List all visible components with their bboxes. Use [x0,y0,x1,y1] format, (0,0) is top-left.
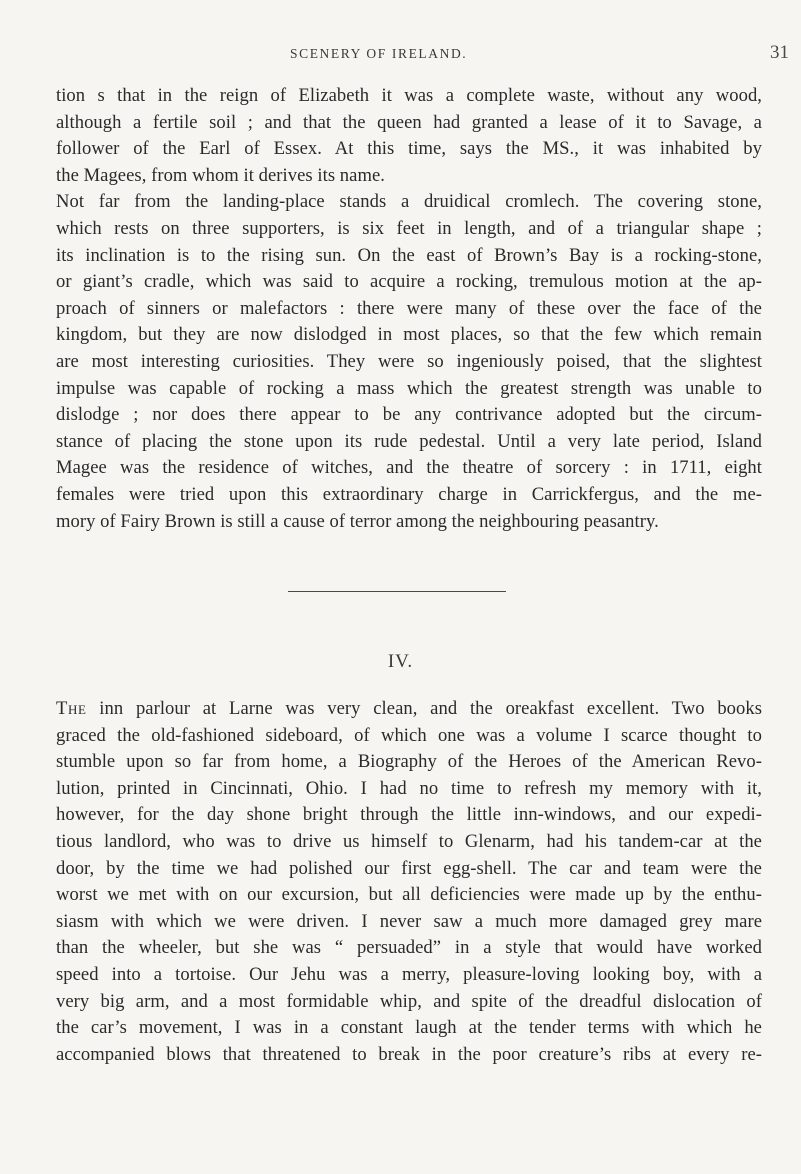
lower-text-block [56,696,762,1068]
page-number: 31 [770,42,789,63]
first-line-rest: inn parlour at Larne was very clean, and the oreakfast excellent. Two books [86,698,762,719]
text-line: worst we met with on our excursion, but all deficiencies were made up by the enthu- [56,884,762,906]
text-line: stumble upon so far from home, a Biography of the Heroes of the American Revo- [56,751,762,773]
text-line: impulse was capable of rocking a mass which the greatest strength was unable to [56,377,762,399]
text-line: dislodge ; nor does there appear to be any contrivance adopted but the circum- [56,404,762,426]
text-line: mory of Fairy Brown is still a cause of terror among the neighbouring peasantry. [56,510,659,532]
text-line: very big arm, and a most formidable whip, and spite of the dreadful dislocation of [56,990,762,1012]
text-line: are most interesting curiosities. They were so ingeniously poised, that the slightest [56,350,762,372]
text-line: follower of the Earl of Essex. At this time, says the MS., it was inhabited by [56,138,762,160]
running-title: SCENERY OF IRELAND. [290,46,468,61]
text-line: stance of placing the stone upon its rude pedestal. Until a very late period, Island [56,430,762,452]
text-line: females were tried upon this extraordinary charge in Carrickfergus, and the me- [56,483,762,505]
text-line: graced the old-fashioned sideboard, of which one was a volume I scarce thought to [56,724,762,746]
text-line: lution, printed in Cincinnati, Ohio. I had no time to refresh my memory with it, [56,777,762,799]
text-line: or giant’s cradle, which was said to acquire a rocking, tremulous motion at the ap- [56,271,762,293]
text-line: speed into a tortoise. Our Jehu was a merry, pleasure-loving looking boy, with a [56,963,762,985]
text-line: although a fertile soil ; and that the queen had granted a lease of it to Savage, a [56,111,762,133]
text-line: proach of sinners or malefactors : there were many of these over the face of the [56,297,762,319]
paragraph-2 [56,189,762,535]
text-line: tious landlord, who was to drive us himself to Glenarm, had his tandem-car at the [56,830,762,852]
text-line: its inclination is to the rising sun. On the east of Brown’s Bay is a rocking-stone, [56,244,762,266]
text-line: siasm with which we were driven. I never saw a much more damaged grey mare [56,910,762,932]
text-line: Not far from the landing-place stands a druidical cromlech. The covering stone, [56,191,762,213]
text-line: accompanied blows that threatened to break in the poor creature’s ribs at every re- [56,1043,762,1065]
text-line: door, by the time we had polished our first egg-shell. The car and team were the [56,857,762,879]
text-line: the car’s movement, I was in a constant laugh at the tender terms with which he [56,1017,762,1039]
text-line: the Magees, from whom it derives its name. [56,164,385,186]
text-line: kingdom, but they are now dislodged in most places, so that the few which remain [56,324,762,346]
text-line: tion s that in the reign of Elizabeth it was a complete waste, without any wood, [56,85,762,106]
paragraph-1 [56,83,762,189]
section-heading: IV. [387,651,414,672]
paragraph-3 [56,696,762,1068]
running-head [0,42,801,70]
section-divider-rule [288,591,506,592]
text-line: however, for the day shone bright through the little inn-windows, and our expedi- [56,804,762,826]
upper-text-block [56,83,762,535]
text-line: which rests on three supporters, is six feet in length, and of a triangular shape ; [56,217,762,239]
text-line-first [56,696,762,723]
text-line: than the wheeler, but she was “ persuaded” in a style that would have worked [56,937,762,959]
small-caps-opening: The [56,698,87,719]
text-line: Magee was the residence of witches, and the theatre of sorcery : in 1711, eight [56,457,762,479]
